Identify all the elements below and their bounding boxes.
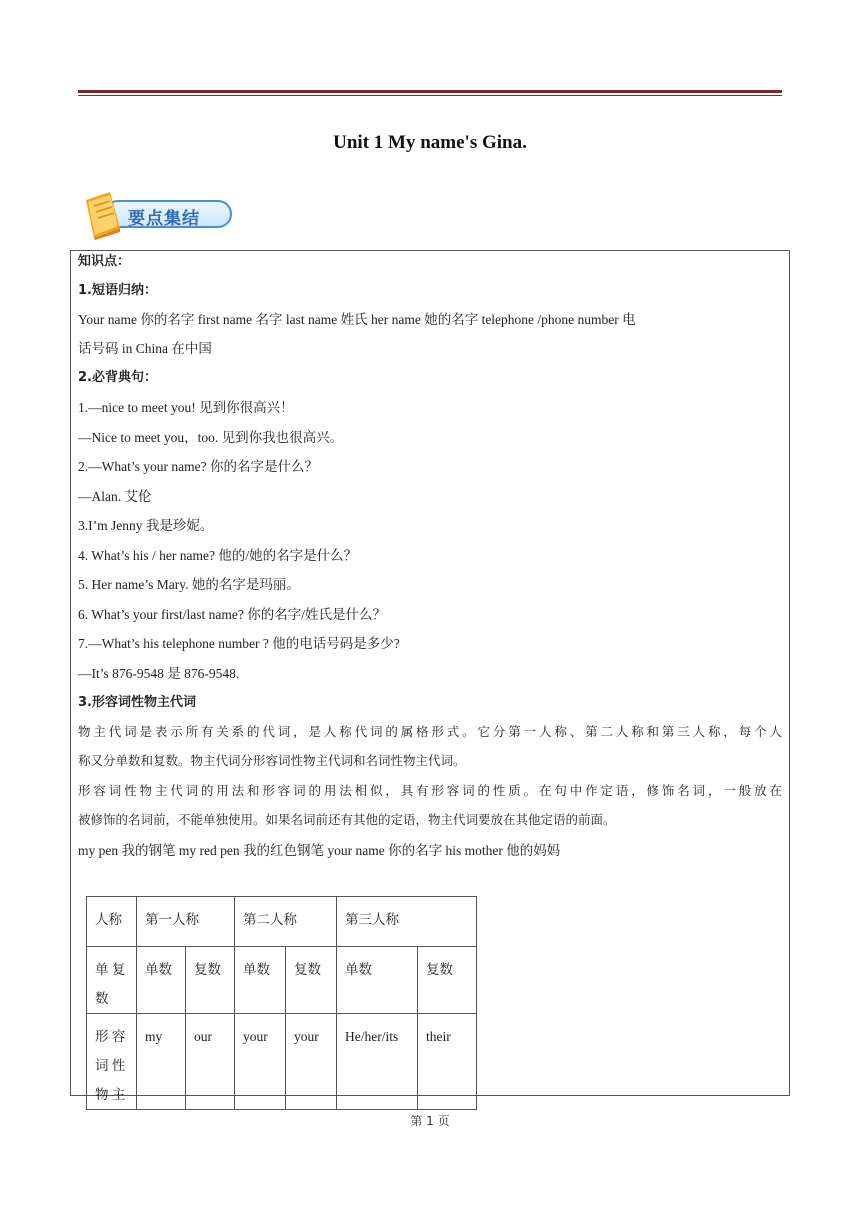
pronoun-table bbox=[86, 896, 477, 1110]
sentence-item: 4. What’s his / her name? 他的/她的名字是什么？ bbox=[78, 548, 358, 563]
key-points-banner bbox=[80, 190, 236, 240]
paragraph-line: 被修饰的名词前，不能单独使用。如果名词前还有其他的定语，物主代词要放在其他定语的前面。 bbox=[78, 812, 616, 827]
table-cell: our bbox=[186, 1014, 235, 1110]
phrase-line-2: 话号码 in China 在中国 bbox=[78, 341, 212, 356]
table-cell: He/her/its bbox=[337, 1014, 418, 1110]
sentence-item: —Nice to meet you，too. 见到你我也很高兴。 bbox=[78, 430, 344, 445]
header-rule-thin bbox=[78, 95, 782, 96]
table-cell: 单 复 数 bbox=[87, 947, 137, 1014]
header-rule-thick bbox=[78, 90, 782, 93]
sentence-item: 2.—What’s your name? 你的名字是什么？ bbox=[78, 459, 318, 474]
knowledge-heading: 知识点： bbox=[78, 254, 131, 269]
paragraph-line: 形容词性物主代词的用法和形容词的用法相似，具有形容词的性质。在句中作定语，修饰名词，一般放在 bbox=[78, 783, 782, 798]
table-cell: my bbox=[137, 1014, 186, 1110]
sentence-item: —Alan. 艾伦 bbox=[78, 489, 152, 504]
table-cell: your bbox=[235, 1014, 286, 1110]
table-cell: 单数 bbox=[137, 947, 186, 1014]
paragraph-line: 物主代词是表示所有关系的代词，是人称代词的属格形式。它分第一人称、第二人称和第三人称，每个人 bbox=[78, 724, 782, 739]
section2-heading: 2.必背典句： bbox=[78, 370, 157, 385]
table-row bbox=[87, 947, 477, 1014]
table-cell: 复数 bbox=[418, 947, 477, 1014]
sentence-item: 1.—nice to meet you! 见到你很高兴！ bbox=[78, 400, 294, 415]
page-title: Unit 1 My name's Gina. bbox=[333, 132, 527, 153]
paragraph-line: 称又分单数和复数。物主代词分形容词性物主代词和名词性物主代词。 bbox=[78, 753, 466, 768]
table-cell: 复数 bbox=[186, 947, 235, 1014]
sentence-item: —It’s 876-9548 是 876-9548. bbox=[78, 666, 240, 681]
book-icon bbox=[80, 190, 124, 240]
table-cell: their bbox=[418, 1014, 477, 1110]
table-cell: 人称 bbox=[87, 897, 137, 947]
examples-line: my pen 我的钢笔 my red pen 我的红色钢笔 your name 你的名字 his mother 他的妈妈 bbox=[78, 843, 561, 858]
table-cell: 第二人称 bbox=[235, 897, 337, 947]
sentence-item: 7.—What’s his telephone number ? 他的电话号码是多少? bbox=[78, 636, 400, 651]
sentence-item: 6. What’s your first/last name? 你的名字/姓氏是什么？ bbox=[78, 607, 386, 622]
table-row bbox=[87, 897, 477, 947]
phrase-line-1: Your name 你的名字 first name 名字 last name 姓氏 her name 她的名字 telephone /phone number 电 bbox=[78, 312, 636, 327]
section3-heading: 3.形容词性物主代词 bbox=[78, 695, 196, 710]
table-row bbox=[87, 1014, 477, 1110]
sentence-item: 3.I’m Jenny 我是珍妮。 bbox=[78, 518, 214, 533]
banner-label: 要点集结 bbox=[128, 209, 200, 229]
table-cell: 第三人称 bbox=[337, 897, 477, 947]
table-cell: 第一人称 bbox=[137, 897, 235, 947]
page-number: 第 1 页 bbox=[410, 1114, 450, 1128]
table-cell: 单数 bbox=[337, 947, 418, 1014]
table-cell: 形 容 词 性 物 主 bbox=[87, 1014, 137, 1110]
section1-heading: 1.短语归纳： bbox=[78, 283, 157, 298]
table-cell: 单数 bbox=[235, 947, 286, 1014]
table-cell: your bbox=[286, 1014, 337, 1110]
sentence-item: 5. Her name’s Mary. 她的名字是玛丽。 bbox=[78, 577, 300, 592]
table-cell: 复数 bbox=[286, 947, 337, 1014]
